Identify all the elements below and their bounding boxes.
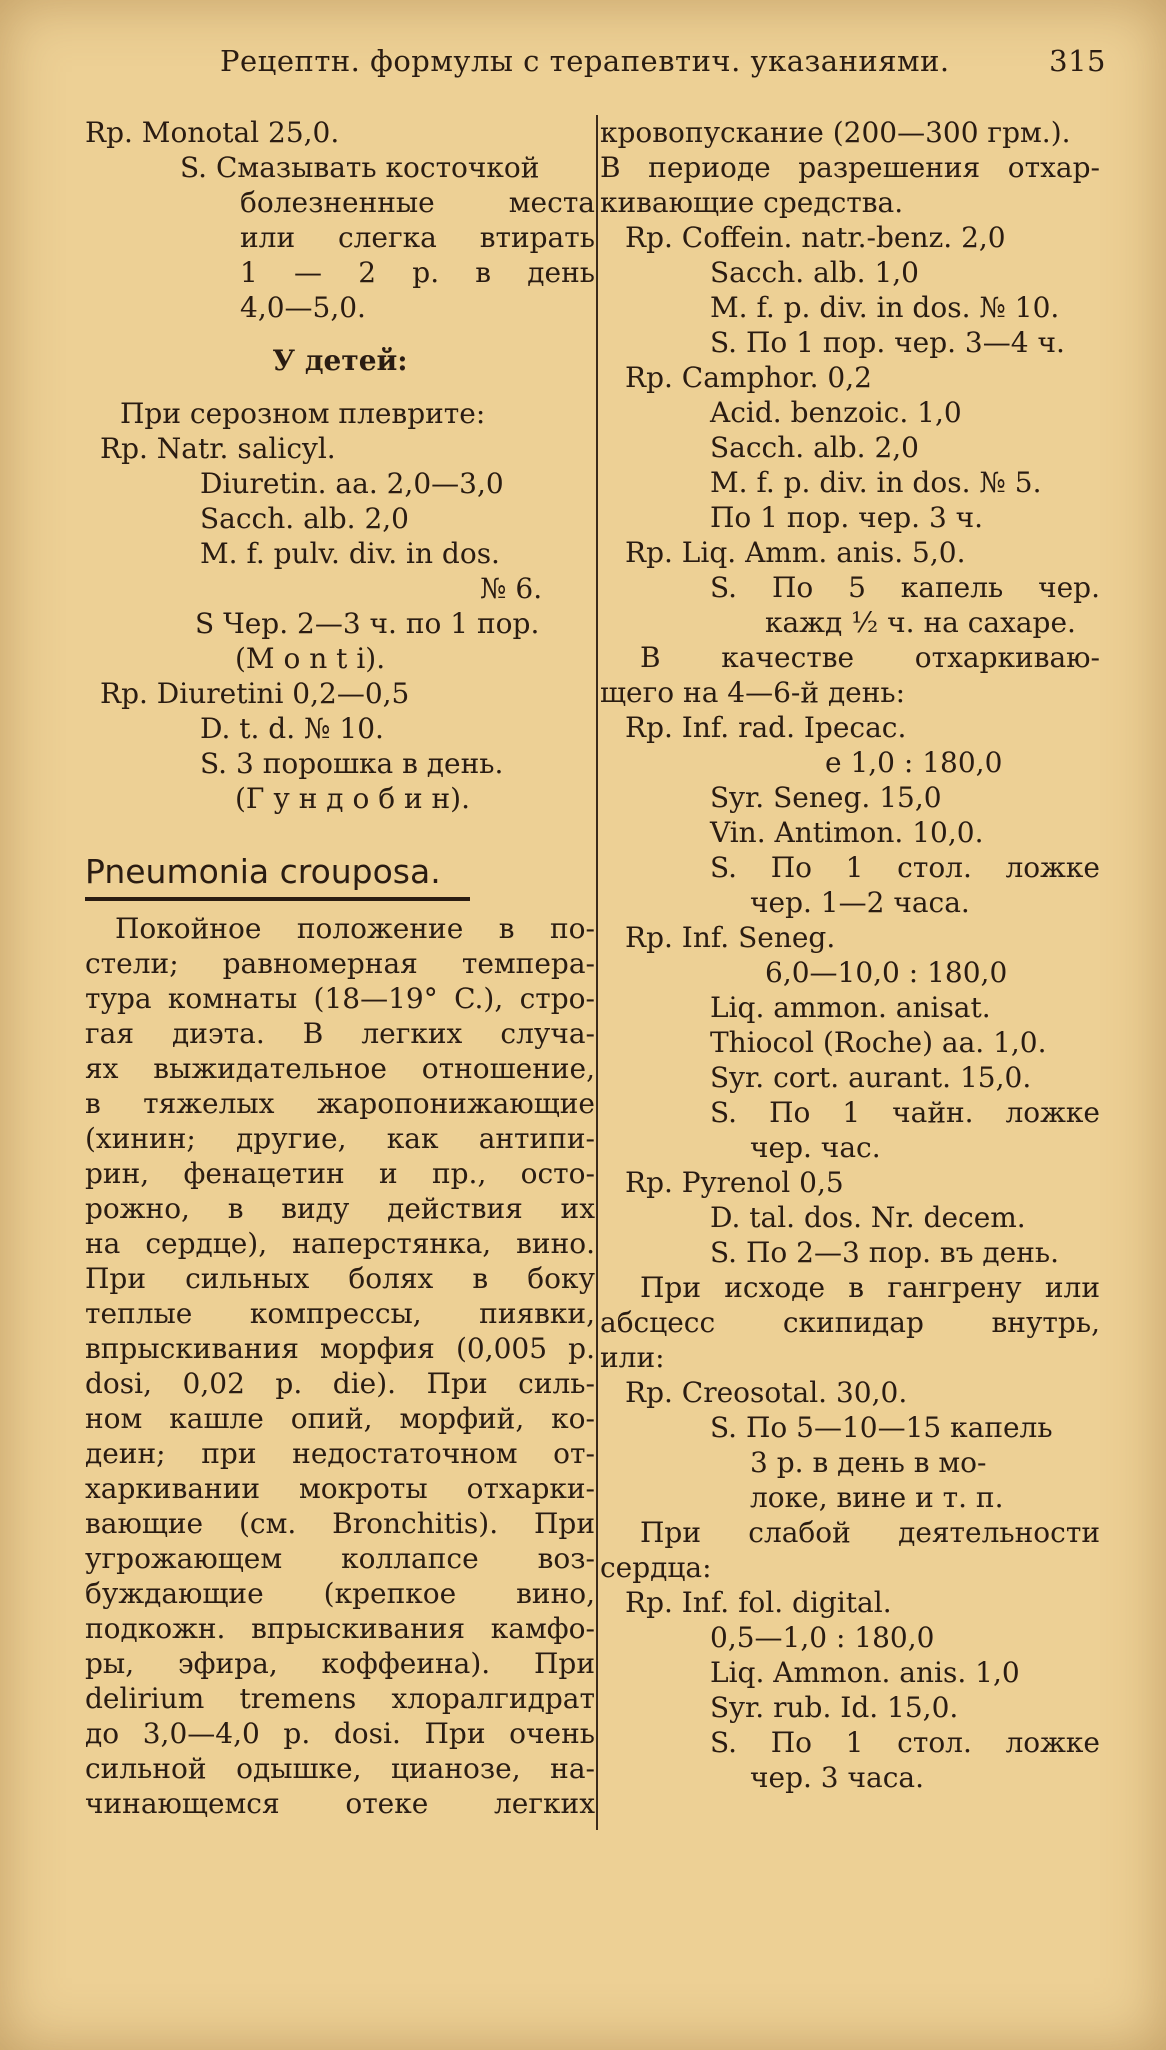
heading-underline <box>85 897 470 901</box>
text-line: болезненные места <box>240 186 595 219</box>
text-line: Syr. cort. aurant. 15,0. <box>710 1061 1032 1094</box>
text-line: чинающемся отеке легких <box>85 1787 595 1820</box>
text-line: 0,5—1,0 : 180,0 <box>710 1621 935 1654</box>
text-line: чер. 3 часа. <box>750 1761 925 1794</box>
text-line: D. t. d. № 10. <box>200 712 384 745</box>
column-divider <box>596 115 598 1830</box>
subheading-children: У детей: <box>272 344 408 377</box>
running-title: Рецептн. формулы с терапевтич. указаниями. <box>220 44 950 78</box>
text-line: ры, эфира, коффеина). При <box>85 1647 595 1680</box>
text-line: Rp. Creosotal. 30,0. <box>625 1376 908 1409</box>
text-line: чер. 1—2 часа. <box>750 886 970 919</box>
text-line: S. 3 порошка в день. <box>200 747 504 780</box>
text-line: (M o n t i). <box>235 642 386 675</box>
text-line: Rp. Diuretini 0,2—0,5 <box>100 677 410 710</box>
text-line: Rp. Camphor. 0,2 <box>625 361 872 394</box>
spacer <box>85 325 595 343</box>
text-line: № 6. <box>480 572 543 605</box>
text-line: Rp. Liq. Amm. anis. 5,0. <box>625 536 966 569</box>
text-line: 4,0—5,0. <box>240 291 366 324</box>
text-line: Rp. Natr. salicyl. <box>100 432 336 465</box>
text-line: деин; при недостаточном от- <box>85 1437 595 1470</box>
text-line: или слегка втирать <box>240 221 595 254</box>
text-line: рожно, в виду действия их <box>85 1192 595 1225</box>
text-line: Rp. Pyrenol 0,5 <box>625 1166 844 1199</box>
text-line: Liq. ammon. anisat. <box>710 991 991 1024</box>
text-line: S. По 1 пор. чер. 3—4 ч. <box>710 326 1065 359</box>
text-line: Sacch. alb. 2,0 <box>200 502 409 535</box>
text-line: S. По 5—10—15 капель <box>710 1411 1053 1444</box>
text-line: Syr. rub. Id. 15,0. <box>710 1691 959 1724</box>
text-line: или: <box>600 1341 665 1374</box>
text-line: Sacch. alb. 1,0 <box>710 256 919 289</box>
text-line: сердца: <box>600 1551 712 1584</box>
text-line: локе, вине и т. п. <box>750 1481 1004 1514</box>
text-line: delirium tremens хлоралгидрат <box>85 1682 595 1715</box>
text-line: Rp. Inf. Seneg. <box>625 921 836 954</box>
spacer <box>85 378 595 396</box>
text-line: кивающие средства. <box>600 186 904 219</box>
text-line: Liq. Ammon. anis. 1,0 <box>710 1656 1020 1689</box>
text-line: вающие (см. Bronchitis). При <box>85 1507 595 1540</box>
text-line: S. По 1 чайн. ложке <box>710 1096 1100 1129</box>
left-column <box>85 115 595 1821</box>
text-line: Thiocol (Roche) aa. 1,0. <box>710 1026 1047 1059</box>
text-line: При слабой деятельности <box>640 1516 1100 1549</box>
text-line: 6,0—10,0 : 180,0 <box>765 956 1008 989</box>
text-line: S Чер. 2—3 ч. по 1 пор. <box>195 607 540 640</box>
section-heading: Pneumonia crouposa. <box>85 852 441 891</box>
text-line: По 1 пор. чер. 3 ч. <box>710 501 984 534</box>
text-line: угрожающем коллапсе воз- <box>85 1542 595 1575</box>
text-line: При исходе в гангрену или <box>640 1271 1100 1304</box>
text-line: S. Смазывать косточкой <box>180 151 540 184</box>
text-line: Rp. Coffein. natr.-benz. 2,0 <box>625 221 1006 254</box>
right-column <box>600 115 1100 1795</box>
text-line: S. По 2—3 пор. въ день. <box>710 1236 1060 1269</box>
text-line: абсцесс скипидар внутрь, <box>600 1306 1100 1339</box>
text-line: При серозном плеврите: <box>120 397 486 430</box>
text-line: D. tal. dos. Nr. decem. <box>710 1201 1026 1234</box>
text-line: M. f. pulv. div. in dos. <box>200 537 500 570</box>
text-line: (хинин; другие, как антипи- <box>85 1122 595 1155</box>
text-line: dosi, 0,02 р. die). При силь- <box>85 1367 595 1400</box>
text-line: рин, фенацетин и пр., осто- <box>85 1157 595 1190</box>
text-line: M. f. p. div. in dos. № 5. <box>710 466 1042 499</box>
text-line: теплые компрессы, пиявки, <box>85 1297 595 1330</box>
text-line: до 3,0—4,0 р. dosi. При очень <box>85 1717 595 1750</box>
text-line: S. По 1 стол. ложке <box>710 1726 1100 1759</box>
text-line: харкивании мокроты отхарки- <box>85 1472 595 1505</box>
text-line: кровопускание (200—300 грм.). <box>600 116 1071 149</box>
text-line: на сердце), наперстянка, вино. <box>85 1227 595 1260</box>
text-line: чер. час. <box>750 1131 881 1164</box>
text-line: Diuretin. aa. 2,0—3,0 <box>200 467 504 500</box>
text-line: Rp. Inf. fol. digital. <box>625 1586 892 1619</box>
text-line: 3 р. в день в мо- <box>750 1446 987 1479</box>
text-line: S. По 1 стол. ложке <box>710 851 1100 884</box>
text-line: Rp. Monotal 25,0. <box>85 116 340 149</box>
running-header <box>100 38 1106 88</box>
text-line: Syr. Seneg. 15,0 <box>710 781 942 814</box>
page-number: 315 <box>1049 44 1106 78</box>
text-line: гая диэта. В легких случа- <box>85 1017 595 1050</box>
text-line: кажд ½ ч. на сахаре. <box>765 606 1076 639</box>
text-line: Rp. Inf. rad. Ipecac. <box>625 711 907 744</box>
text-line: Acid. benzoic. 1,0 <box>710 396 962 429</box>
text-line: тура комнаты (18—19° C.), стро- <box>85 982 595 1015</box>
text-line: При сильных болях в боку <box>85 1262 595 1295</box>
text-line: стели; равномерная темпера- <box>85 947 595 980</box>
text-line: Sacch. alb. 2,0 <box>710 431 919 464</box>
text-line: буждающие (крепкое вино, <box>85 1577 595 1610</box>
text-line: ном кашле опий, морфий, ко- <box>85 1402 595 1435</box>
text-line: ях выжидательное отношение, <box>85 1052 595 1085</box>
text-line: S. По 5 капель чер. <box>710 571 1100 604</box>
text-line: В периоде разрешения отхар- <box>600 151 1100 184</box>
text-line: Vin. Antimon. 10,0. <box>710 816 984 849</box>
text-line: M. f. p. div. in dos. № 10. <box>710 291 1060 324</box>
text-line: сильной одышке, цианозе, на- <box>85 1752 595 1785</box>
text-line: (Г у н д о б и н). <box>235 782 471 815</box>
spacer <box>85 816 595 851</box>
text-line: В качестве отхаркиваю- <box>640 641 1100 674</box>
text-line: 1 — 2 р. в день <box>240 256 595 289</box>
text-line: подкожн. впрыскивания камфо- <box>85 1612 595 1645</box>
text-line: в тяжелых жаропонижающие <box>85 1087 595 1120</box>
text-line: впрыскивания морфия (0,005 р. <box>85 1332 595 1365</box>
text-line: Покойное положение в по- <box>115 912 595 945</box>
text-line: щего на 4—6-й день: <box>600 676 906 709</box>
text-line: e 1,0 : 180,0 <box>825 746 1003 779</box>
